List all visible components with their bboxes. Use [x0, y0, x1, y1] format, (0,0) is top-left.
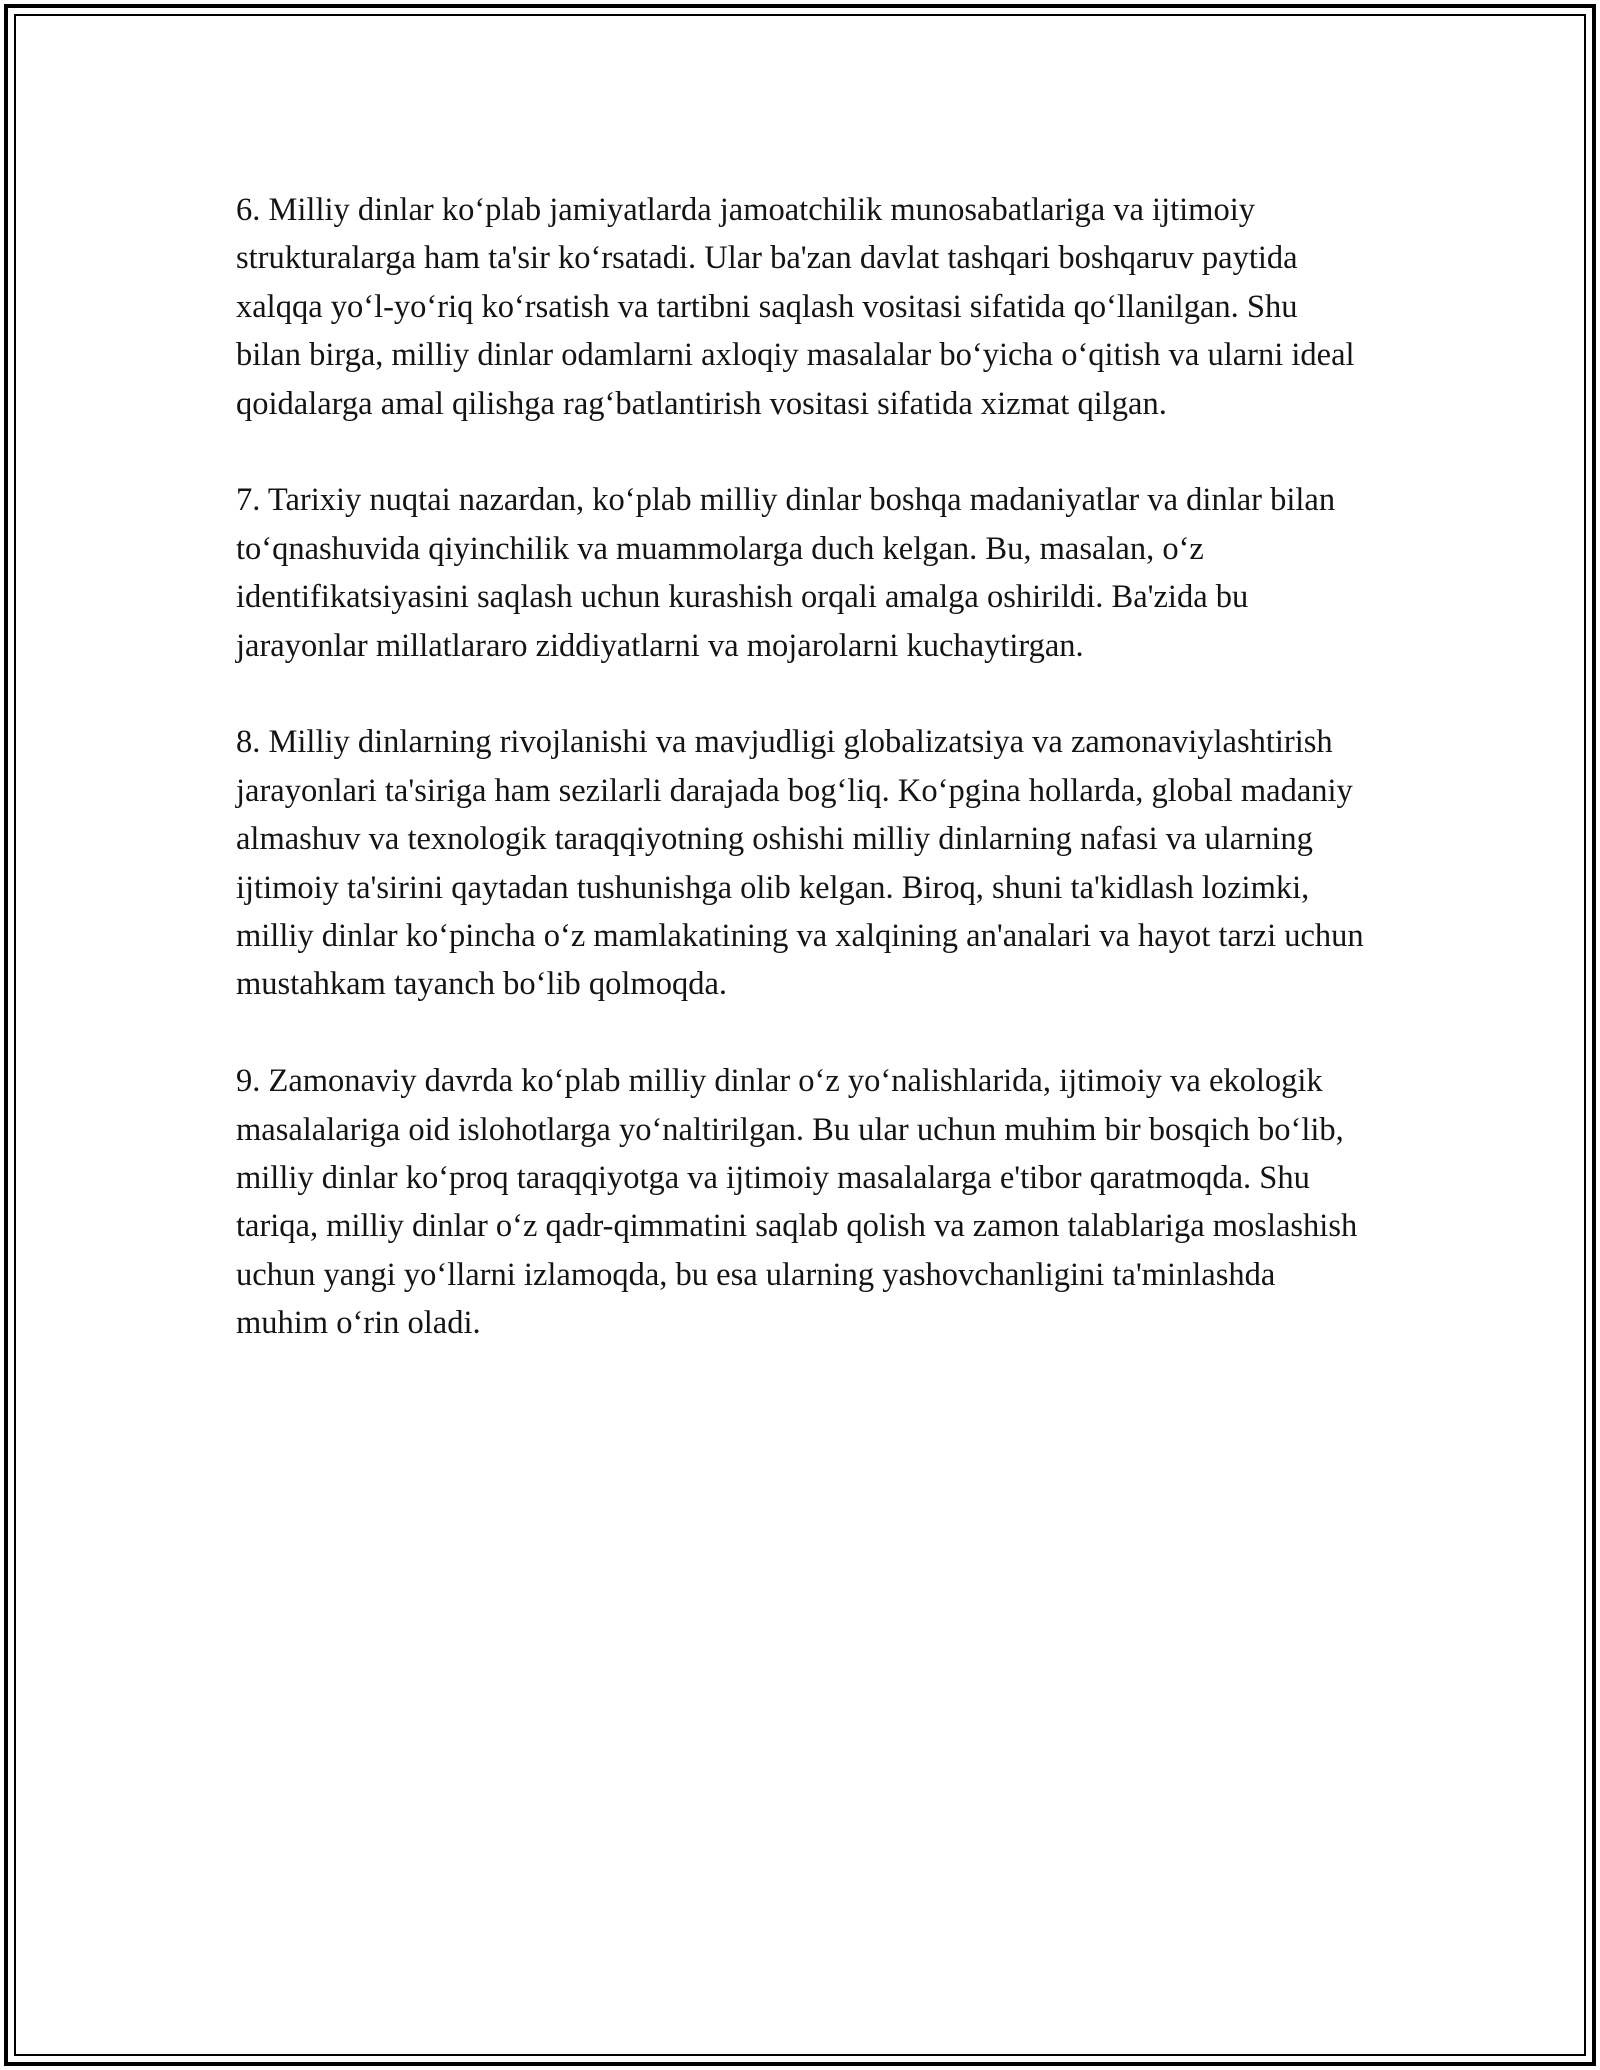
- paragraph-8: 8. Milliy dinlarning rivojlanishi va mavjudligi globalizatsiya va zamonaviylashtirish jarayonlari ta'siriga ham sezilarli darajada bog‘liq. Ko‘pgina hollarda, global madaniy almashuv va texnologik taraqqiyotning oshishi milliy dinlarning nafasi va ularning ijtimoiy ta'sirini qaytadan tushunishga olib kelgan. Biroq, shuni ta'kidlash lozimki, milliy dinlar ko‘pincha o‘z mamlakatining va xalqining an'analari va hayot tarzi uchun mustahkam tayanch bo‘lib qolmoqda.: [236, 724, 1364, 1003]
- document-body: [236, 186, 1366, 1396]
- paragraph-7: 7. Tarixiy nuqtai nazardan, ko‘plab milliy dinlar boshqa madaniyatlar va dinlar bilan to‘qnashuvida qiyinchilik va muammolarga duch kelgan. Bu, masalan, o‘z identifikatsiyasini saqlash uchun kurashish orqali amalga oshirildi. Ba'zida bu jarayonlar millatlararo ziddiyatlarni va mojarolarni kuchaytirgan.: [236, 482, 1336, 664]
- paragraph-6: 6. Milliy dinlar ko‘plab jamiyatlarda jamoatchilik munosabatlariga va ijtimoiy strukturalarga ham ta'sir ko‘rsatadi. Ular ba'zan davlat tashqari boshqaruv paytida xalqqa yo‘l-yo‘riq ko‘rsatish va tartibni saqlash vositasi sifatida qo‘llanilgan. Shu bilan birga, milliy dinlar odamlarni axloqiy masalalar bo‘yicha o‘qitish va ularni ideal qoidalarga amal qilishga rag‘batlantirish vositasi sifatida xizmat qilgan.: [236, 192, 1355, 422]
- paragraph-9: 9. Zamonaviy davrda ko‘plab milliy dinlar o‘z yo‘nalishlarida, ijtimoiy va ekologik masalalariga oid islohotlarga yo‘naltirilgan. Bu ular uchun muhim bir bosqich bo‘lib, milliy dinlar ko‘proq taraqqiyotga va ijtimoiy masalalarga e'tibor qaratmoqda. Shu tariqa, milliy dinlar o‘z qadr-qimmatini saqlab qolish va zamon talablariga moslashish uchun yangi yo‘llarni izlamoqda, bu esa ularning yashovchanligini ta'minlashda muhim o‘rin oladi.: [236, 1063, 1358, 1342]
